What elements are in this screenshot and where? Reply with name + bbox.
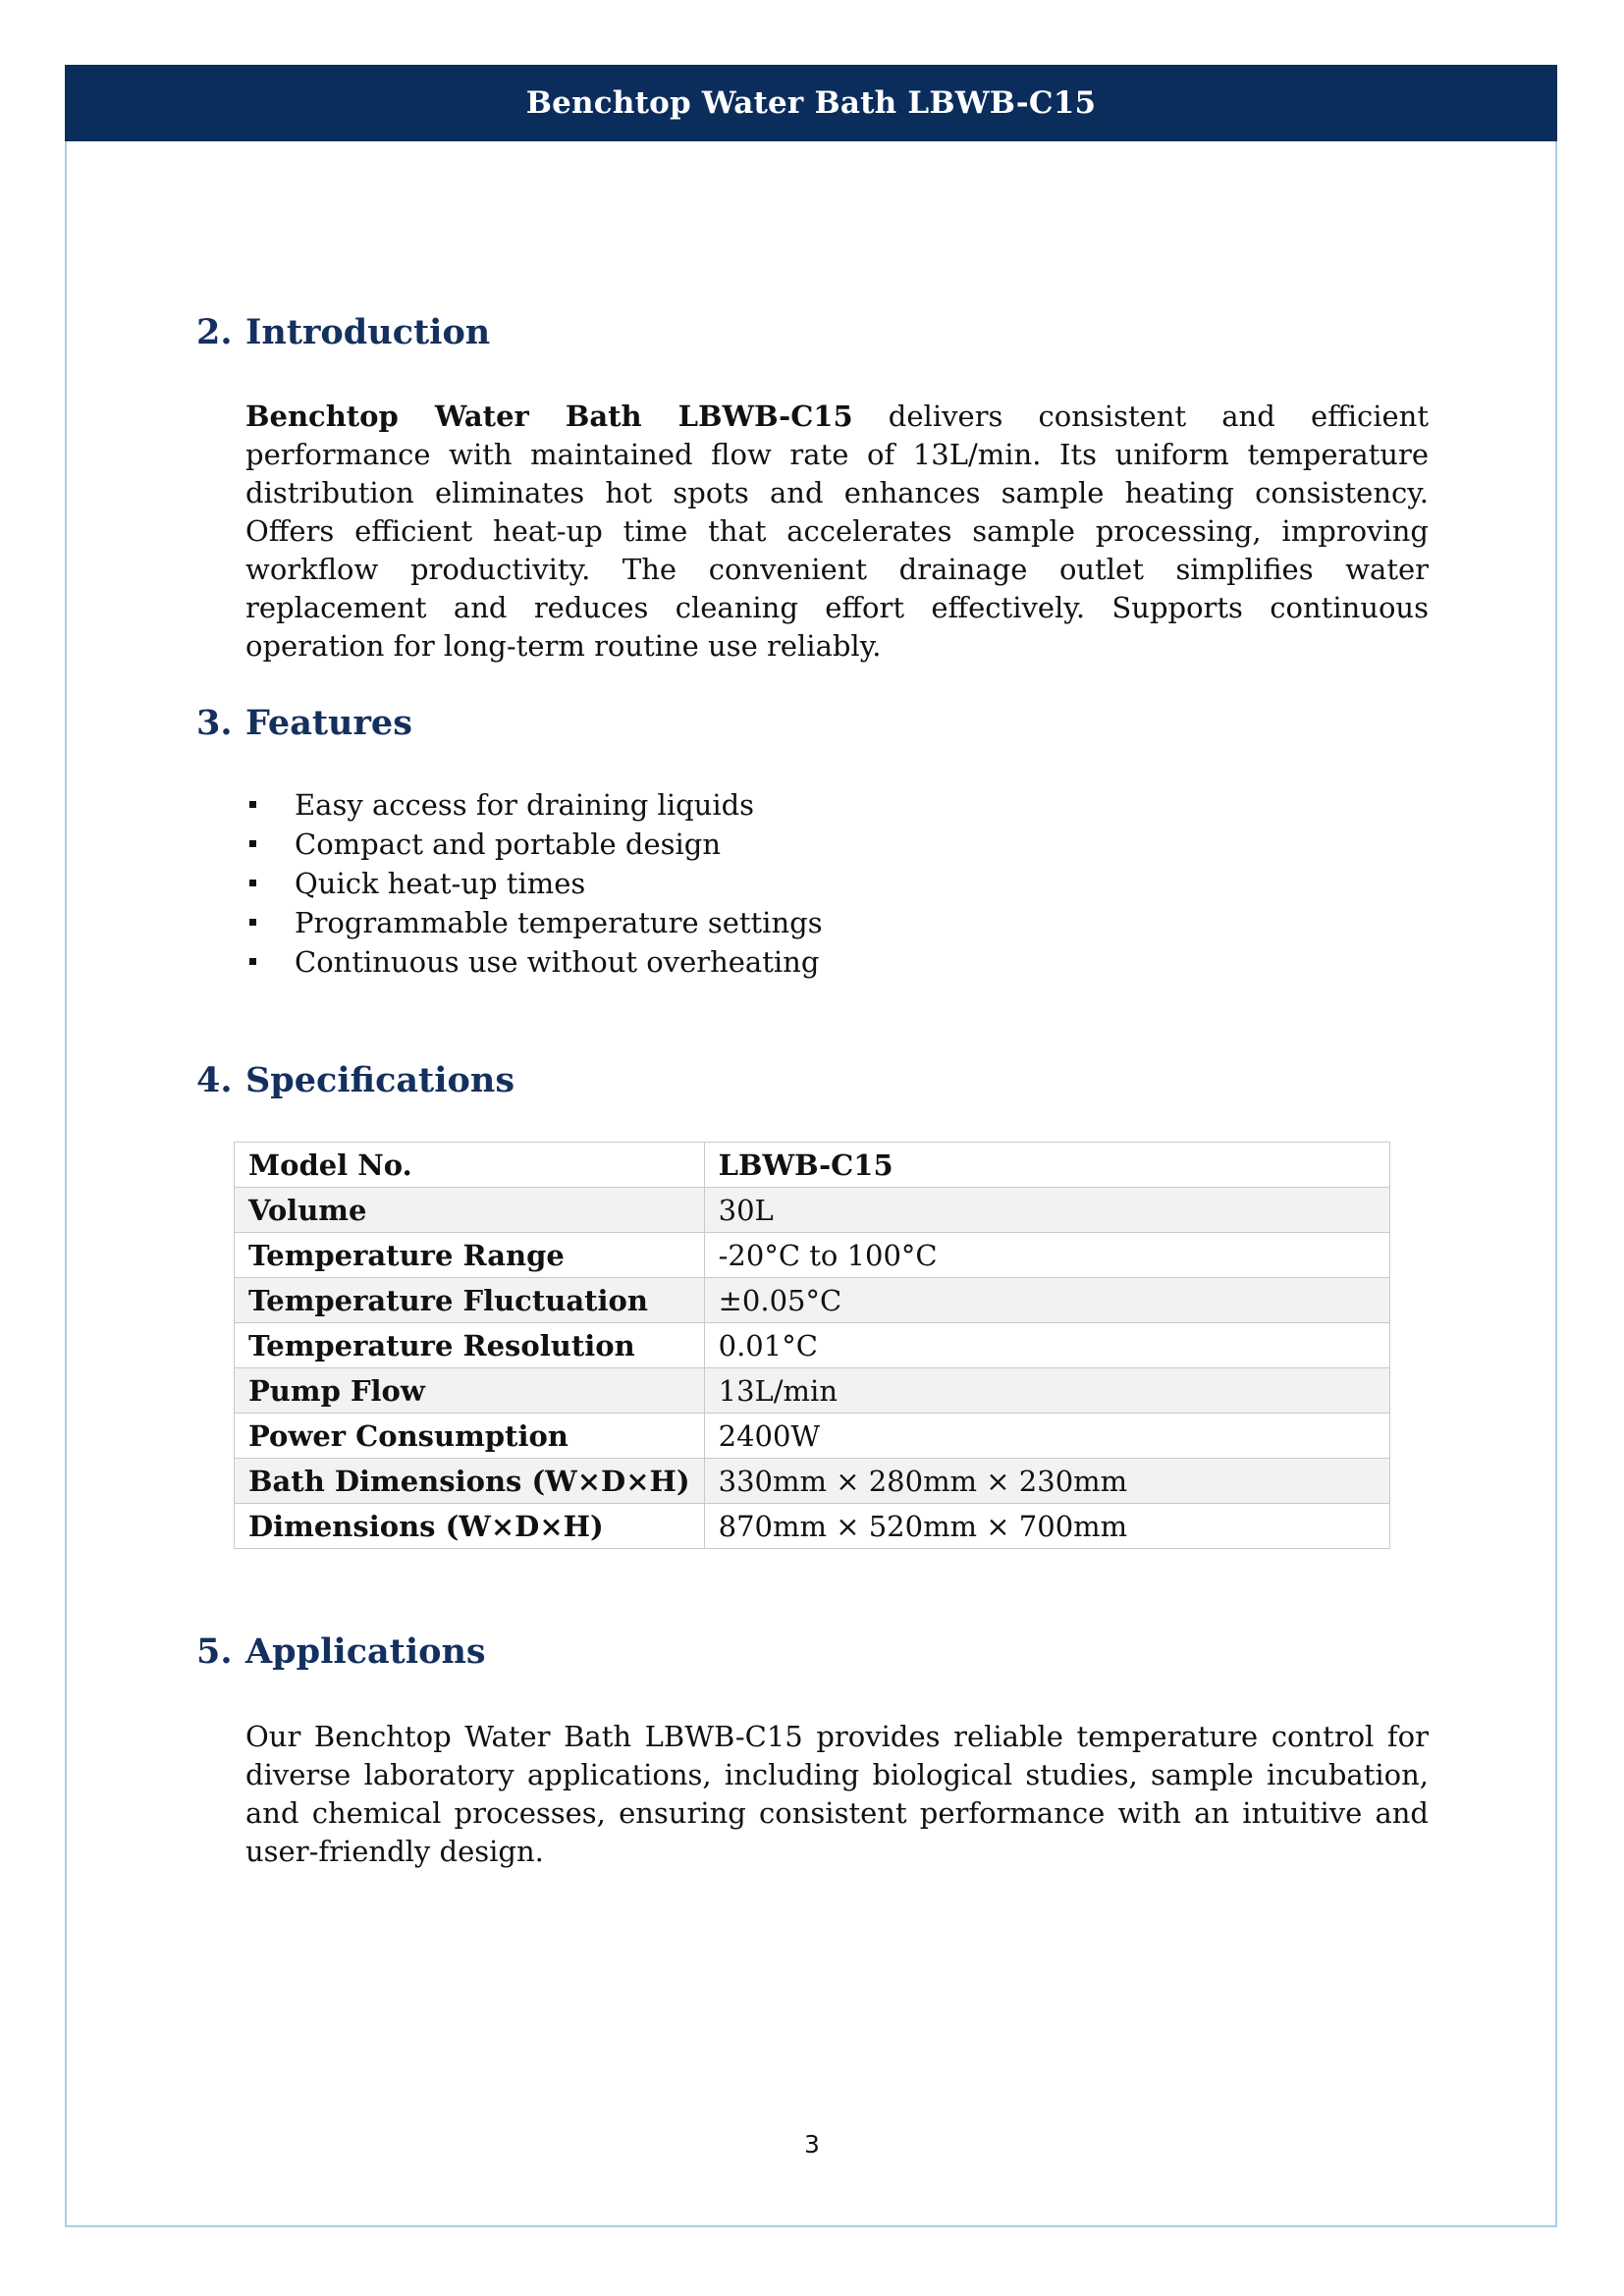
spec-label: Power Consumption (235, 1414, 705, 1459)
feature-text: Compact and portable design (295, 828, 722, 861)
header-title: Benchtop Water Bath LBWB-C15 (525, 85, 1097, 121)
feature-text: Quick heat-up times (295, 867, 586, 900)
spec-value: ±0.05°C (704, 1278, 1389, 1323)
bullet-square-icon (249, 880, 256, 886)
section-heading-features (196, 703, 412, 743)
table-row (235, 1323, 1390, 1368)
introduction-paragraph (245, 398, 1429, 666)
table-row (235, 1233, 1390, 1278)
spec-value: 870mm × 520mm × 700mm (704, 1504, 1389, 1549)
feature-text: Programmable temperature settings (295, 906, 823, 939)
table-row (235, 1459, 1390, 1504)
table-row (235, 1414, 1390, 1459)
bullet-square-icon (249, 958, 256, 965)
spec-label: Bath Dimensions (W×D×H) (235, 1459, 705, 1504)
table-row (235, 1368, 1390, 1414)
table-row (235, 1188, 1390, 1233)
table-row (235, 1504, 1390, 1549)
spec-value: -20°C to 100°C (704, 1233, 1389, 1278)
spec-label: Volume (235, 1188, 705, 1233)
section-heading-applications (196, 1631, 486, 1672)
introduction-text: delivers consistent and efficient performance with maintained flow rate of 13L/min. Its uniform temperature distribution eliminates hot spots and enhances sample heating consistency. Offers efficient heat-up time that accelerates sample processing, improving workflow productivity. The convenient drainage outlet simplifies water replacement and reduces cleaning effort effectively. Supports continuous operation for long-term routine use reliably. (245, 400, 1429, 663)
section-heading-specifications (196, 1060, 514, 1100)
spec-value: 0.01°C (704, 1323, 1389, 1368)
table-row (235, 1143, 1390, 1188)
product-name-bold: Benchtop Water Bath LBWB-C15 (245, 400, 853, 433)
features-list (245, 785, 823, 982)
document-header (65, 65, 1557, 141)
section-heading-introduction (196, 312, 490, 352)
spec-label: Temperature Fluctuation (235, 1278, 705, 1323)
spec-value: LBWB-C15 (704, 1143, 1389, 1188)
spec-label: Temperature Resolution (235, 1323, 705, 1368)
section-number: 3. (196, 703, 233, 743)
bullet-square-icon (249, 840, 256, 847)
specifications-table (234, 1142, 1390, 1549)
section-number: 4. (196, 1060, 233, 1100)
bullet-square-icon (249, 801, 256, 808)
section-number: 2. (196, 312, 233, 352)
feature-text: Easy access for draining liquids (295, 788, 755, 822)
list-item (245, 864, 823, 903)
section-title: Specifications (245, 1060, 515, 1100)
spec-label: Temperature Range (235, 1233, 705, 1278)
spec-value: 13L/min (704, 1368, 1389, 1414)
section-title: Applications (245, 1631, 486, 1672)
section-title: Introduction (245, 312, 491, 352)
list-item (245, 825, 823, 864)
bullet-square-icon (249, 919, 256, 926)
spec-value: 2400W (704, 1414, 1389, 1459)
section-number: 5. (196, 1631, 233, 1672)
spec-label: Dimensions (W×D×H) (235, 1504, 705, 1549)
section-title: Features (245, 703, 412, 743)
spec-value: 330mm × 280mm × 230mm (704, 1459, 1389, 1504)
page-number: 3 (804, 2130, 820, 2159)
list-item (245, 785, 823, 825)
list-item (245, 903, 823, 942)
feature-text: Continuous use without overheating (295, 945, 820, 979)
applications-paragraph: Our Benchtop Water Bath LBWB-C15 provides reliable temperature control for diverse laboratory applications, including biological studies, sample incubation, and chemical processes, ensuring consistent performance with an intuitive and user-friendly design. (245, 1720, 1429, 1868)
spec-value: 30L (704, 1188, 1389, 1233)
spec-label: Pump Flow (235, 1368, 705, 1414)
table-row (235, 1278, 1390, 1323)
list-item (245, 942, 823, 982)
spec-label: Model No. (235, 1143, 705, 1188)
